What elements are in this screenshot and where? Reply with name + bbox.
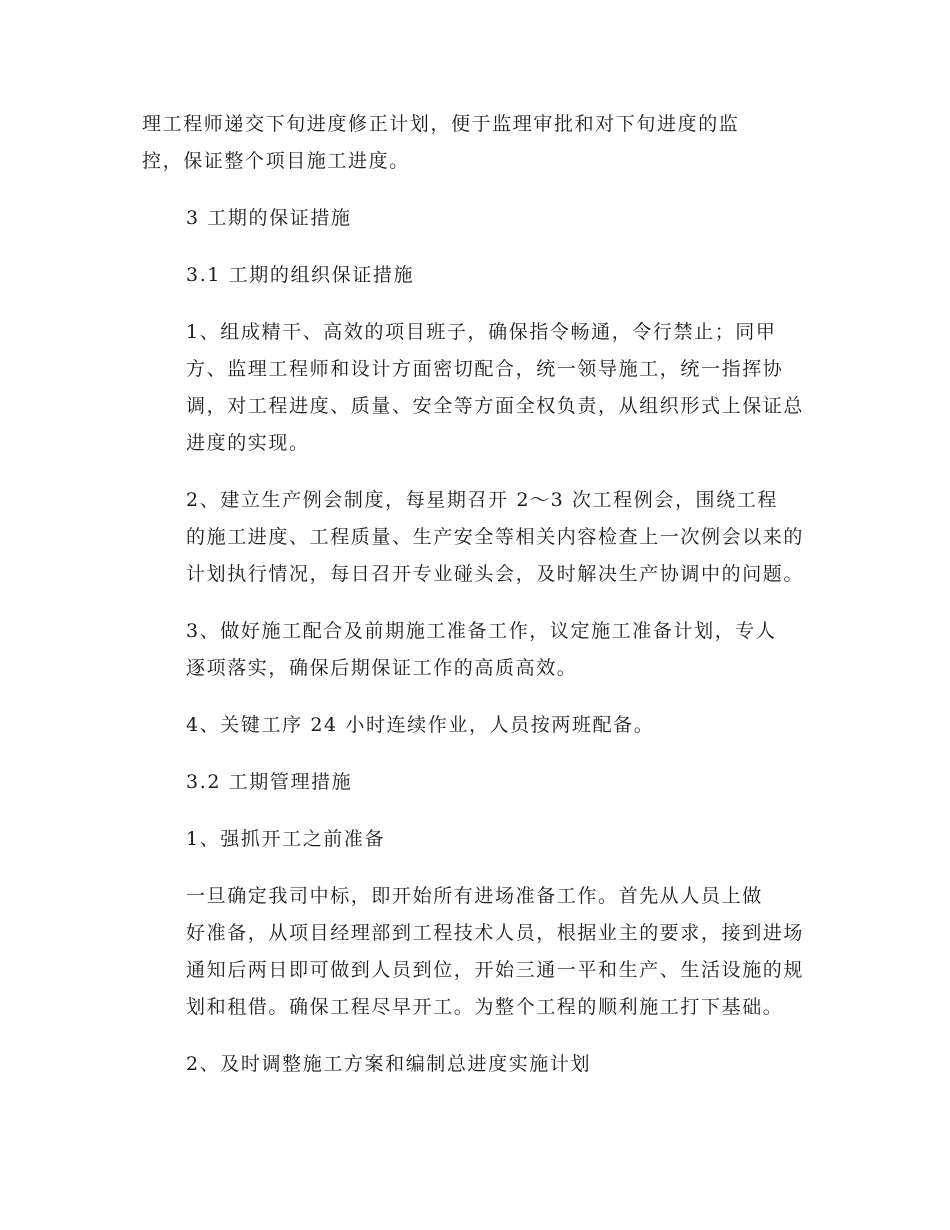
paragraph-7: [142, 707, 802, 744]
paragraph-line: 4、关键工序 24 小时连续作业，人员按两班配备。: [186, 714, 655, 736]
paragraph-line: 划和租借。确保工程尽早开工。为整个工程的顺利施工打下基础。: [186, 996, 784, 1018]
paragraph-line: 逐项落实，确保后期保证工作的高质高效。: [186, 657, 578, 679]
paragraph-line: 进度的实现。: [186, 432, 310, 454]
paragraph-line: 一旦确定我司中标，即开始所有进场准备工作。首先从人员上做: [186, 885, 763, 907]
paragraph-line: 通知后两日即可做到人员到位，开始三通一平和生产、生活设施的规: [186, 959, 805, 981]
paragraph-line: 调，对工程进度、质量、安全等方面全权负责，从组织形式上保证总: [186, 395, 805, 417]
paragraph-line: 的施工进度、工程质量、生产安全等相关内容检查上一次例会以来的: [186, 526, 805, 548]
paragraph-line: 1、强抓开工之前准备: [186, 828, 386, 850]
paragraph-11: [142, 1046, 802, 1083]
paragraph-3: [142, 257, 802, 294]
paragraph-10: [142, 878, 805, 1026]
paragraph-5: [142, 482, 805, 593]
paragraph-1: [142, 106, 802, 180]
paragraph-line: 理工程师递交下旬进度修正计划，便于监理审批和对下旬进度的监: [142, 113, 740, 135]
paragraph-line: 2、及时调整施工方案和编制总进度实施计划: [186, 1053, 592, 1075]
paragraph-line: 3.2 工期管理措施: [186, 771, 353, 793]
paragraph-9: [142, 821, 802, 858]
paragraph-line: 3 工期的保证措施: [186, 207, 352, 229]
paragraph-line: 好准备，从项目经理部到工程技术人员，根据业主的要求，接到进场: [186, 922, 805, 944]
paragraph-8: [142, 764, 802, 801]
paragraph-line: 3.1 工期的组织保证措施: [186, 264, 415, 286]
paragraph-line: 2、建立生产例会制度，每星期召开 2～3 次工程例会，围绕工程: [186, 489, 778, 511]
paragraph-line: 控，保证整个项目施工进度。: [142, 150, 410, 172]
paragraph-line: 3、做好施工配合及前期施工准备工作，议定施工准备计划，专人: [186, 620, 777, 642]
paragraph-line: 1、组成精干、高效的项目班子，确保指令畅通，令行禁止；同甲: [186, 321, 777, 343]
paragraph-line: 方、监理工程师和设计方面密切配合，统一领导施工，统一指挥协: [186, 358, 784, 380]
paragraph-4: [142, 314, 805, 462]
paragraph-line: 计划执行情况，每日召开专业碰头会，及时解决生产协调中的问题。: [186, 563, 805, 585]
document-body: [142, 106, 805, 1103]
paragraph-2: [142, 200, 802, 237]
paragraph-6: [142, 613, 802, 687]
